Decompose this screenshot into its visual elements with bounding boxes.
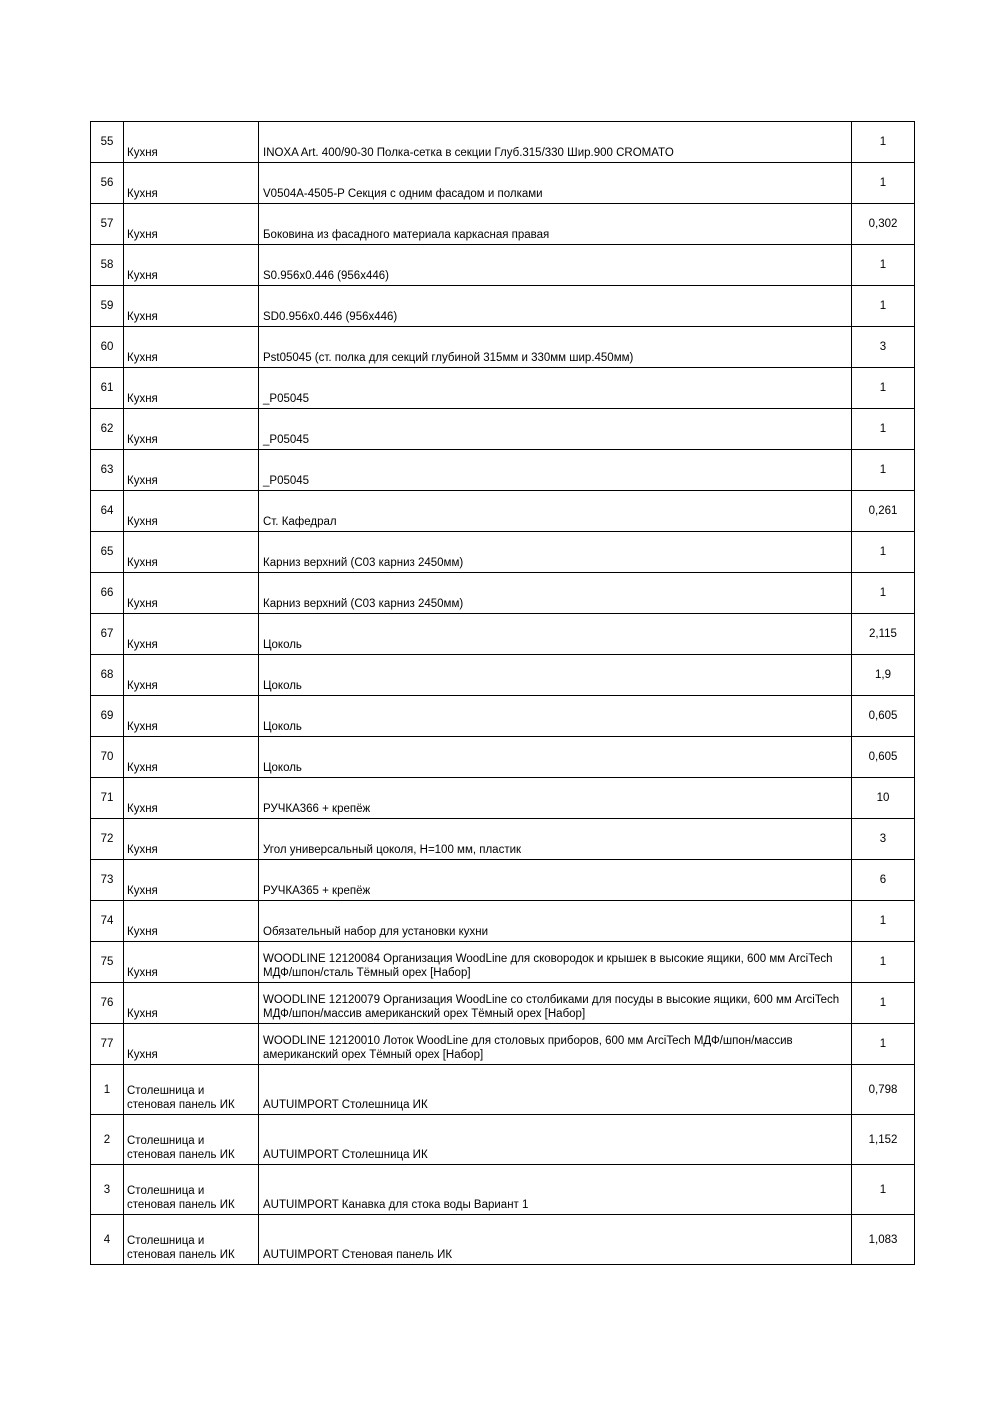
description-cell: Ст. Кафедрал (259, 491, 852, 532)
row-number-cell: 70 (91, 737, 124, 778)
table-row (91, 778, 915, 819)
table-row (91, 1215, 915, 1265)
description-cell: WOODLINE 12120010 Лоток WoodLine для столовых приборов, 600 мм ArciTech МДФ/шпон/массив американский орех Тёмный орех [Набор] (259, 1024, 852, 1065)
category-cell: Кухня (124, 737, 259, 778)
description-cell: Боковина из фасадного материала каркасная правая (259, 204, 852, 245)
description-cell: WOODLINE 12120079 Организация WoodLine со столбиками для посуды в высокие ящики, 600 мм ArciTech МДФ/шпон/массив американский орех Тёмный орех [Набор] (259, 983, 852, 1024)
description-cell: WOODLINE 12120084 Организация WoodLine для сковородок и крышек в высокие ящики, 600 мм ArciTech МДФ/шпон/сталь Тёмный орех [Набор] (259, 942, 852, 983)
description-cell: Карниз верхний (С03 карниз 2450мм) (259, 532, 852, 573)
quantity-cell: 3 (852, 327, 915, 368)
items-table (90, 121, 915, 1265)
table-row (91, 1115, 915, 1165)
table-row (91, 860, 915, 901)
table-row (91, 368, 915, 409)
row-number-cell: 69 (91, 696, 124, 737)
row-number-cell: 68 (91, 655, 124, 696)
quantity-cell: 1,152 (852, 1115, 915, 1165)
category-cell: Кухня (124, 491, 259, 532)
table-row (91, 491, 915, 532)
category-cell: Кухня (124, 163, 259, 204)
quantity-cell: 1 (852, 450, 915, 491)
category-cell: Кухня (124, 696, 259, 737)
description-cell: AUTUIMPORT Канавка для стока воды Вариант 1 (259, 1165, 852, 1215)
category-cell: Кухня (124, 122, 259, 163)
table-row (91, 245, 915, 286)
row-number-cell: 74 (91, 901, 124, 942)
quantity-cell: 1 (852, 368, 915, 409)
description-cell: AUTUIMPORT Столешница ИК (259, 1065, 852, 1115)
quantity-cell: 1 (852, 245, 915, 286)
category-cell: Кухня (124, 942, 259, 983)
row-number-cell: 60 (91, 327, 124, 368)
row-number-cell: 65 (91, 532, 124, 573)
row-number-cell: 72 (91, 819, 124, 860)
category-cell: Кухня (124, 409, 259, 450)
quantity-cell: 1 (852, 163, 915, 204)
row-number-cell: 75 (91, 942, 124, 983)
category-cell: Кухня (124, 901, 259, 942)
category-cell: Столешница и стеновая панель ИК (124, 1065, 259, 1115)
category-cell: Кухня (124, 1024, 259, 1065)
category-cell: Кухня (124, 860, 259, 901)
description-cell: Цоколь (259, 614, 852, 655)
row-number-cell: 63 (91, 450, 124, 491)
description-cell: AUTUIMPORT Столешница ИК (259, 1115, 852, 1165)
row-number-cell: 4 (91, 1215, 124, 1265)
quantity-cell: 0,605 (852, 737, 915, 778)
description-cell: Угол универсальный цоколя, H=100 мм, пластик (259, 819, 852, 860)
quantity-cell: 0,798 (852, 1065, 915, 1115)
quantity-cell: 10 (852, 778, 915, 819)
row-number-cell: 55 (91, 122, 124, 163)
quantity-cell: 2,115 (852, 614, 915, 655)
table-row (91, 983, 915, 1024)
quantity-cell: 1 (852, 409, 915, 450)
table-row (91, 163, 915, 204)
table-row (91, 1165, 915, 1215)
category-cell: Кухня (124, 655, 259, 696)
quantity-cell: 1,083 (852, 1215, 915, 1265)
row-number-cell: 77 (91, 1024, 124, 1065)
quantity-cell: 1,9 (852, 655, 915, 696)
row-number-cell: 73 (91, 860, 124, 901)
row-number-cell: 67 (91, 614, 124, 655)
quantity-cell: 0,605 (852, 696, 915, 737)
table-row (91, 286, 915, 327)
quantity-cell: 0,302 (852, 204, 915, 245)
description-cell: S0.956x0.446 (956x446) (259, 245, 852, 286)
items-table-body (91, 122, 915, 1265)
description-cell: AUTUIMPORT Стеновая панель ИК (259, 1215, 852, 1265)
description-cell: Pst05045 (ст. полка для секций глубиной 315мм и 330мм шир.450мм) (259, 327, 852, 368)
row-number-cell: 3 (91, 1165, 124, 1215)
description-cell: РУЧКА366 + крепёж (259, 778, 852, 819)
table-row (91, 1065, 915, 1115)
quantity-cell: 0,261 (852, 491, 915, 532)
quantity-cell: 1 (852, 1024, 915, 1065)
row-number-cell: 62 (91, 409, 124, 450)
table-row (91, 1024, 915, 1065)
category-cell: Столешница и стеновая панель ИК (124, 1165, 259, 1215)
quantity-cell: 3 (852, 819, 915, 860)
row-number-cell: 64 (91, 491, 124, 532)
table-row (91, 327, 915, 368)
quantity-cell: 1 (852, 942, 915, 983)
category-cell: Кухня (124, 983, 259, 1024)
category-cell: Столешница и стеновая панель ИК (124, 1215, 259, 1265)
category-cell: Кухня (124, 450, 259, 491)
table-row (91, 204, 915, 245)
spreadsheet-page (90, 121, 915, 1265)
category-cell: Кухня (124, 573, 259, 614)
row-number-cell: 1 (91, 1065, 124, 1115)
table-row (91, 122, 915, 163)
quantity-cell: 1 (852, 532, 915, 573)
description-cell: _P05045 (259, 368, 852, 409)
category-cell: Кухня (124, 532, 259, 573)
table-row (91, 655, 915, 696)
description-cell: V0504A-4505-P Секция с одним фасадом и полками (259, 163, 852, 204)
category-cell: Кухня (124, 327, 259, 368)
quantity-cell: 6 (852, 860, 915, 901)
category-cell: Кухня (124, 778, 259, 819)
row-number-cell: 66 (91, 573, 124, 614)
description-cell: _P05045 (259, 450, 852, 491)
description-cell: INOXA Art. 400/90-30 Полка-сетка в секции Глуб.315/330 Шир.900 CROMATO (259, 122, 852, 163)
category-cell: Кухня (124, 245, 259, 286)
category-cell: Кухня (124, 286, 259, 327)
description-cell: РУЧКА365 + крепёж (259, 860, 852, 901)
category-cell: Кухня (124, 204, 259, 245)
table-row (91, 901, 915, 942)
table-row (91, 614, 915, 655)
description-cell: Карниз верхний (С03 карниз 2450мм) (259, 573, 852, 614)
quantity-cell: 1 (852, 286, 915, 327)
category-cell: Кухня (124, 614, 259, 655)
table-row (91, 942, 915, 983)
quantity-cell: 1 (852, 122, 915, 163)
quantity-cell: 1 (852, 901, 915, 942)
row-number-cell: 76 (91, 983, 124, 1024)
row-number-cell: 61 (91, 368, 124, 409)
row-number-cell: 58 (91, 245, 124, 286)
table-row (91, 819, 915, 860)
row-number-cell: 2 (91, 1115, 124, 1165)
category-cell: Кухня (124, 368, 259, 409)
table-row (91, 409, 915, 450)
table-row (91, 737, 915, 778)
table-row (91, 532, 915, 573)
description-cell: Цоколь (259, 655, 852, 696)
description-cell: Цоколь (259, 696, 852, 737)
description-cell: _P05045 (259, 409, 852, 450)
description-cell: SD0.956x0.446 (956x446) (259, 286, 852, 327)
table-row (91, 450, 915, 491)
row-number-cell: 71 (91, 778, 124, 819)
row-number-cell: 56 (91, 163, 124, 204)
description-cell: Обязательный набор для установки кухни (259, 901, 852, 942)
description-cell: Цоколь (259, 737, 852, 778)
row-number-cell: 59 (91, 286, 124, 327)
category-cell: Кухня (124, 819, 259, 860)
table-row (91, 696, 915, 737)
row-number-cell: 57 (91, 204, 124, 245)
category-cell: Столешница и стеновая панель ИК (124, 1115, 259, 1165)
table-row (91, 573, 915, 614)
quantity-cell: 1 (852, 573, 915, 614)
quantity-cell: 1 (852, 983, 915, 1024)
quantity-cell: 1 (852, 1165, 915, 1215)
